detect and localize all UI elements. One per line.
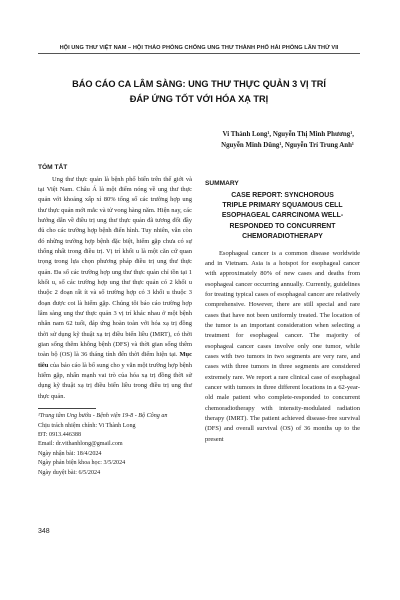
abstract-vi-objective-label: Mục tiêu: [38, 351, 192, 369]
summary-heading: SUMMARY: [205, 179, 239, 187]
article-title-line-1: BÁO CÁO CA LÂM SÀNG: UNG THƯ THỰC QUẢN 3 VỊ TRÍ: [72, 79, 326, 89]
page-number: 348: [38, 528, 50, 535]
summary-title-line-4: RESPONDED TO CONCURRENT: [229, 222, 336, 230]
right-column: [205, 164, 360, 478]
author-list: [38, 130, 360, 152]
abstract-vi-heading: TÓM TẮT: [38, 163, 68, 171]
article-title-line-2: ĐÁP ỨNG TỐT VỚI HÓA XẠ TRỊ: [129, 94, 269, 104]
correspondence-footnote: [38, 412, 192, 478]
footnote-accepted: Ngày duyệt bài: 6/5/2024: [38, 469, 101, 476]
header-divider: [38, 53, 360, 54]
left-column: [38, 164, 192, 478]
abstract-vi-text-part-1: Ung thư thực quản là bệnh phổ biến trên thế giới và tại Việt Nam. Châu Á là một điểm nóng về ung thư thực quản với khoảng xấp xỉ 80% tổng số các trường hợp ung thư thực quản mới mắc và tử vong hàng năm. Hiện nay, các hướng dẫn về điều trị ung thư thực quản đã tương đối đầy đủ cho các trường hợp bệnh điển hình. Tuy nhiên, vẫn còn đó những trường hợp bệnh đặc biệt, hiếm gặp chưa có sự thống nhất trong điều trị. Vị trí khối u là một căn cứ quan trọng trong lựa chọn phương pháp điều trị ung thư thực quản. Đa số các trường hợp ung thư thực quản chỉ tồn tại 1 khối u, số các trường hợp ung thư thực quản có 2 khối u thuộc 2 đoạn rất ít và số trường hợp có 3 khối u thuộc 3 đoạn được coi là hiếm gặp. Chúng tôi báo cáo trường hợp lâm sàng ung thư thực quản 3 vị trí khác nhau ở một bệnh nhân nam 62 tuổi, đáp ứng hoàn toàn với hóa xạ trị đồng thời sử dụng kỹ thuật xạ trị điều biến liều (IMRT), có thời gian sống thêm không bệnh (DFS) và thời gian sống thêm toàn bộ (OS) là 36 tháng tính đến thời điểm hiện tại.: [38, 175, 192, 359]
abstract-vi-text-part-2: của báo cáo là bổ sung cho y văn một trường hợp bệnh hiếm gặp, nhấn mạnh vai trò của hóa xạ trị đồng thời sử dụng kỹ thuật xạ trị điều biến liều trong điều trị ung thư thực quản.: [38, 361, 192, 400]
running-header: HỘI UNG THƯ VIỆT NAM – HỘI THẢO PHÒNG CHỐNG UNG THƯ THÀNH PHỐ HẢI PHÒNG LẦN THỨ VII: [59, 45, 339, 51]
footnote-affiliation: ¹Trung tâm Ung bướu - Bệnh viện 19-8 - Bộ Công an: [38, 413, 168, 420]
footnote-divider: [38, 408, 96, 409]
summary-title-line-5: CHEMORADIOTHERAPY: [242, 233, 323, 241]
summary-title-line-3: ESOPHAGEAL CARRCINOMA WELL-: [221, 212, 344, 220]
footnote-email: Email: dr.vithanhlong@gmail.com: [38, 441, 123, 448]
article-title: [38, 77, 360, 107]
two-column-body: [38, 164, 360, 478]
footnote-phone: ĐT: 0913.446388: [38, 431, 82, 438]
authors-line-2: Nguyễn Minh Dũng¹, Nguyễn Trí Trung Anh¹: [221, 141, 354, 149]
footnote-reviewed: Ngày phản biện khoa học: 3/5/2024: [38, 460, 126, 467]
summary-title-line-2: TRIPLE PRIMARY SQUAMOUS CELL: [222, 202, 343, 209]
footnote-received: Ngày nhận bài: 18/4/2024: [38, 450, 102, 457]
authors-line-1: Vi Thành Long¹, Nguyễn Thị Minh Phương¹,: [222, 131, 354, 138]
footnote-responsible: Chịu trách nhiệm chính: Vi Thành Long: [38, 422, 136, 429]
summary-text: Esophageal cancer is a common disease worldwide and in Vietnam. Asia is a hotspot for esophageal cancer with approximately 80% of new cases and deaths from esophageal cancer occurring annually. Currently, guidelines for treating typical cases of esophageal cancer are relatively comprehensive. However, there are still special and rare cases that have not been uniformly treated. The location of the tumor is an important consideration when selecting a treatment for esophageal cancer. The majority of esophageal cancer cases involve only one tumor, while cases with two tumors in two segments are very rare, and cases with three tumors in three segments are considered extremely rare. We report a rare clinical case of esophageal cancer with tumors in three different locations in a 62-year-old male patient who complete-responded to concurrent chemoradiotherapy with intensity-modulated radiation therapy (IMRT). The patient achieved disease-free survival (DFS) and overall survival (OS) of 36 months up to the present: [205, 249, 360, 443]
abstract-vi-text: [38, 175, 192, 403]
summary-title: [205, 191, 360, 243]
summary-title-line-1: CASE REPORT: SYNCHOROUS: [231, 191, 334, 199]
